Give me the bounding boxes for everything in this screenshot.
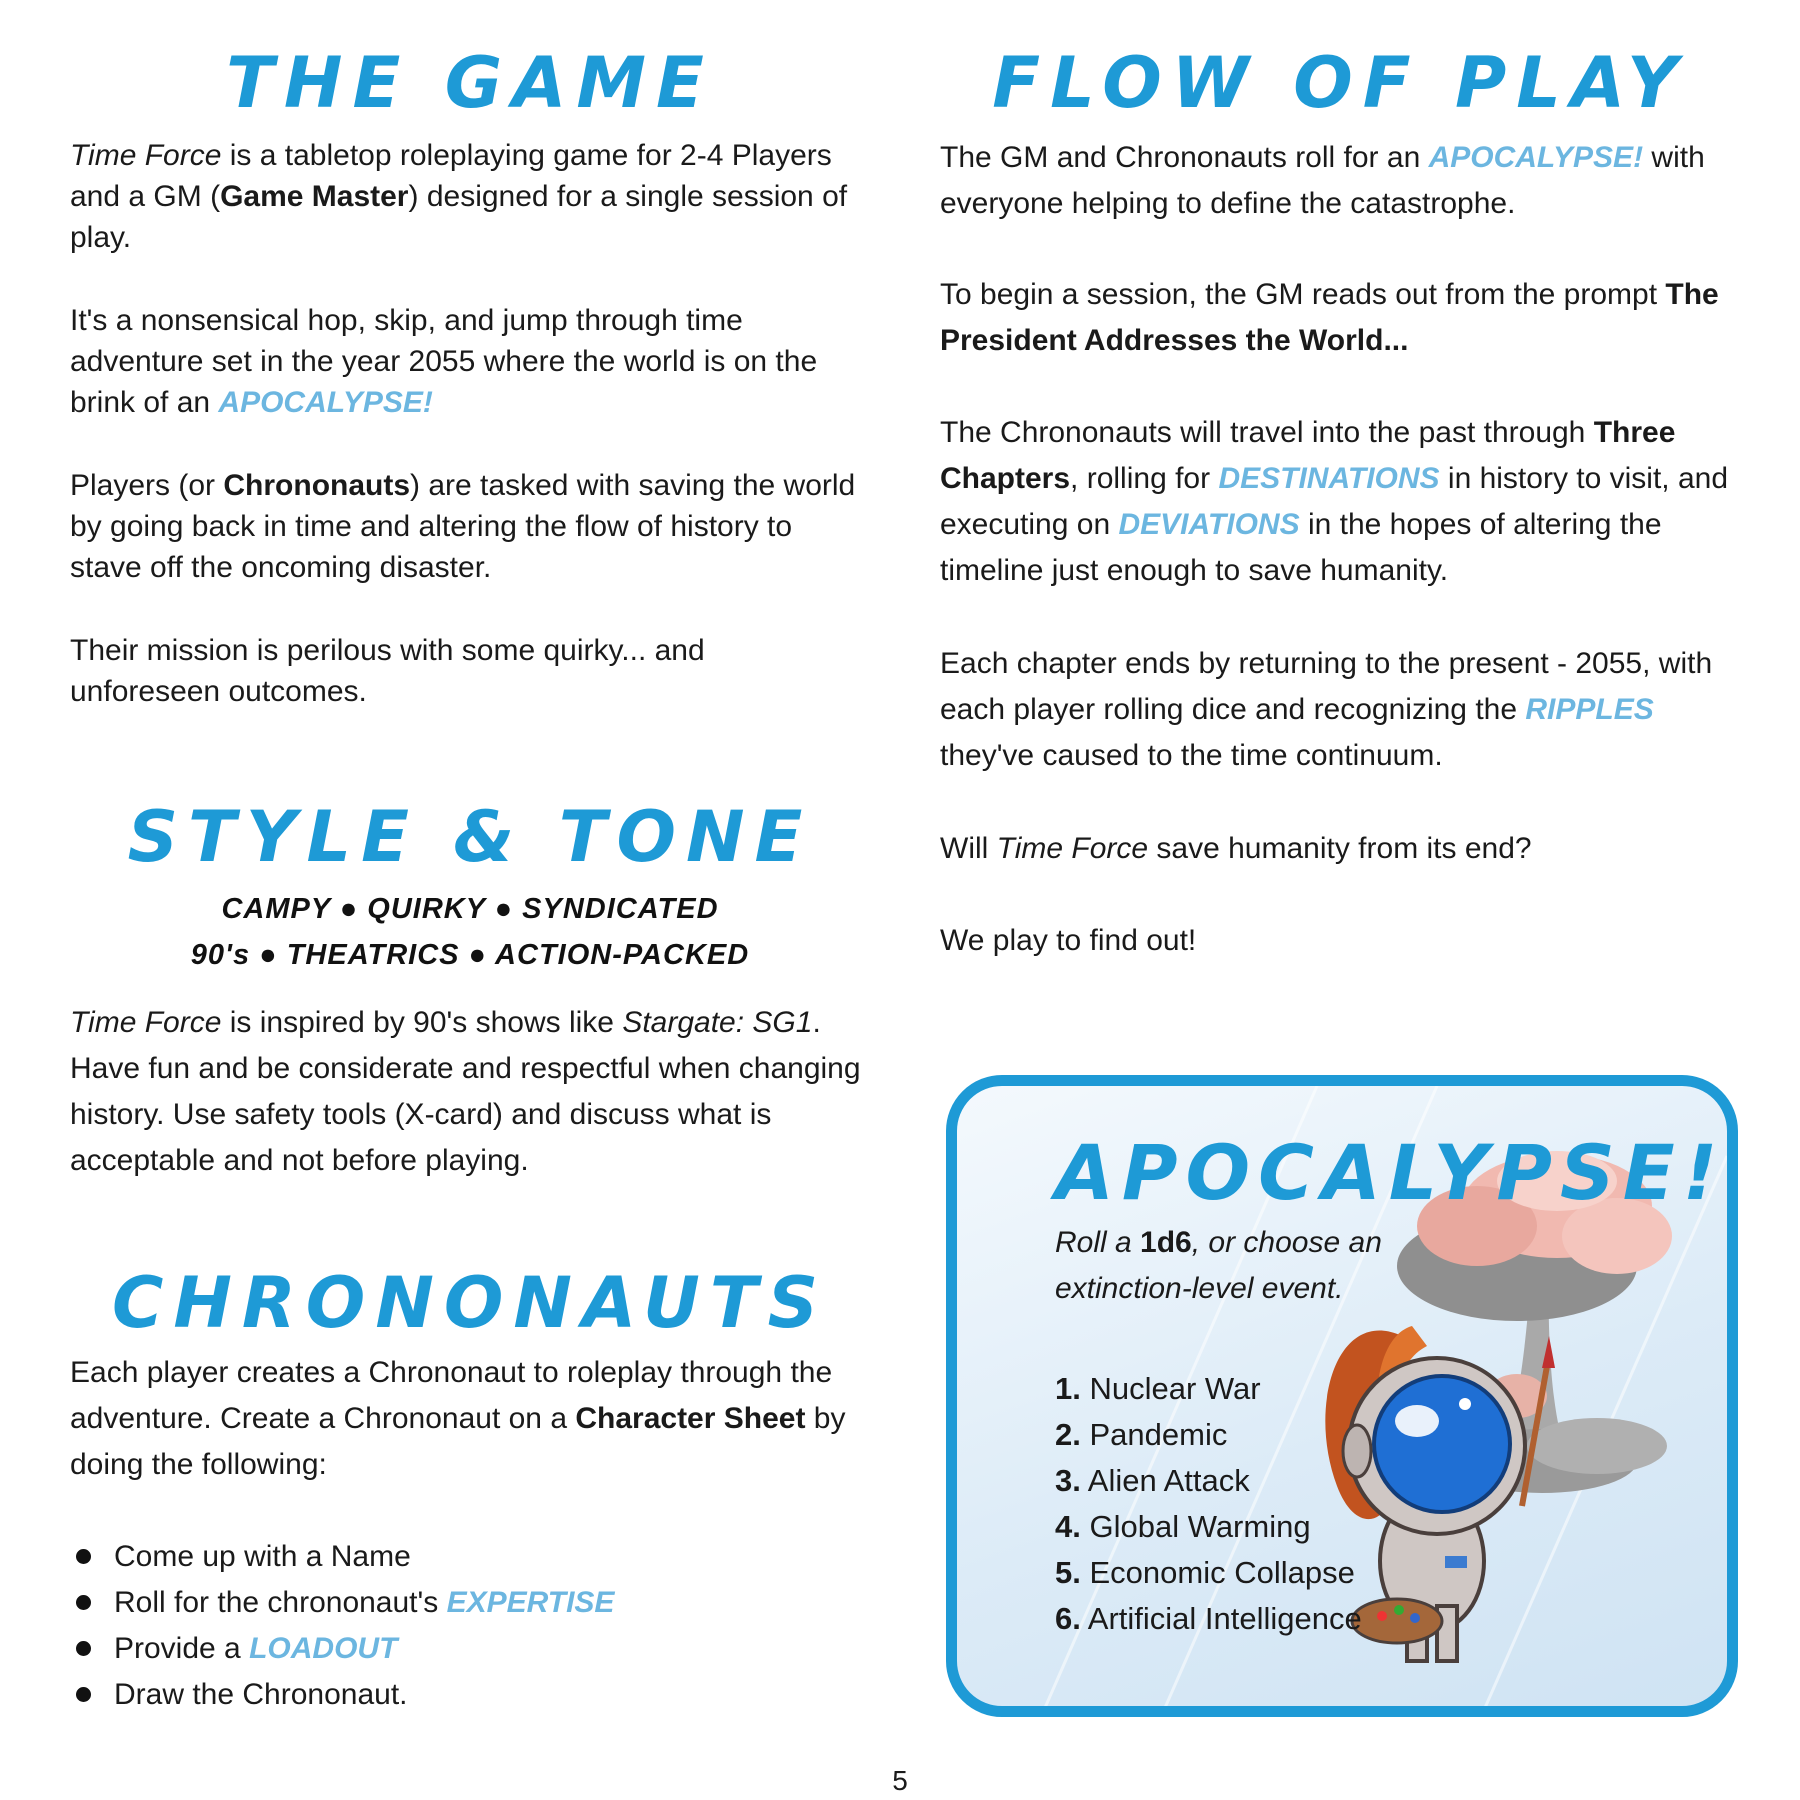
bullet-icon [76,1687,91,1702]
style-tone-heading: STYLE & TONE [127,796,813,878]
apocalypse-heading: APOCALYPSE! [1055,1128,1726,1217]
tone-keywords [70,886,870,978]
apocalypse-table-box [946,1075,1738,1717]
list-item: Come up with a Name [70,1534,870,1580]
list-item: Draw the Chrononaut. [70,1672,870,1718]
the-game-paragraph-2: It's a nonsensical hop, skip, and jump through time adventure set in the year 2055 where the world is on the brink of an APOCALYPSE! [70,304,818,419]
flow-paragraph-6: We play to find out! [940,924,1197,957]
list-item: 5. Economic Collapse [1055,1555,1355,1590]
flow-paragraph-5: Will Time Force save humanity from its end? [940,832,1532,865]
loadout-keyword: LOADOUT [249,1632,398,1665]
bullet-icon [76,1595,91,1610]
bullet-icon [76,1641,91,1656]
expertise-keyword: EXPERTISE [446,1586,615,1619]
list-item: 3. Alien Attack [1055,1463,1250,1498]
style-tone-paragraph: Time Force is inspired by 90's shows like Stargate: SG1. Have fun and be considerate and respectful when changing history. Use safety tools (X-card) and discuss what is acceptable and not before playing. [70,1006,861,1177]
the-game-paragraph-3: Players (or Chrononauts) are tasked with saving the world by going back in time and altering the flow of history to stave off the oncoming disaster. [70,469,856,584]
the-game-heading: THE GAME [226,42,714,124]
tone-line-2: 90's ● THEATRICS ● ACTION-PACKED [190,939,750,971]
list-item: 6. Artificial Intelligence [1055,1601,1362,1636]
chrononaut-steps-list [70,1534,870,1718]
apocalypse-keyword: APOCALYPSE! [1428,141,1644,174]
flow-paragraph-2: To begin a session, the GM reads out from the prompt The President Addresses the World... [940,278,1719,357]
chrononauts-heading: CHRONONAUTS [111,1262,829,1344]
apocalypse-keyword: APOCALYPSE! [218,386,433,419]
list-item: 1. Nuclear War [1055,1371,1261,1406]
bullet-icon [76,1549,91,1564]
flow-paragraph-1: The GM and Chrononauts roll for an APOCALYPSE! with everyone helping to define the catastrophe. [940,141,1705,220]
ripples-keyword: RIPPLES [1525,693,1654,726]
flow-paragraph-3: The Chrononauts will travel into the past through Three Chapters, rolling for DESTINATIONS in history to visit, and executing on DEVIATIONS in the hopes of altering the timeline just enough to save humanity. [940,416,1729,587]
the-game-paragraph-1: Time Force is a tabletop roleplaying game for 2-4 Players and a GM (Game Master) designed for a single session of play. [70,139,848,254]
page-number: 5 [892,1765,908,1796]
the-game-paragraph-4: Their mission is perilous with some quirky... and unforeseen outcomes. [70,634,705,708]
list-item: 2. Pandemic [1055,1417,1228,1452]
tone-line-1: CAMPY ● QUIRKY ● SYNDICATED [221,893,719,925]
list-item: 4. Global Warming [1055,1509,1311,1544]
flow-paragraph-4: Each chapter ends by returning to the present - 2055, with each player rolling dice and recognizing the RIPPLES they've caused to the time continuum. [940,647,1713,772]
list-item: Provide a LOADOUT [70,1626,870,1672]
flow-of-play-heading: FLOW OF PLAY [992,42,1688,124]
chrononauts-paragraph: Each player creates a Chrononaut to roleplay through the adventure. Create a Chrononaut on a Character Sheet by doing the following: [70,1356,846,1481]
list-item: Roll for the chrononaut's EXPERTISE [70,1580,870,1626]
deviations-keyword: DEVIATIONS [1118,508,1300,541]
destinations-keyword: DESTINATIONS [1218,462,1440,495]
apocalypse-intro: Roll a 1d6, or choose an extinction-level event. [1055,1226,1382,1305]
apocalypse-options-list [1055,1366,1362,1642]
